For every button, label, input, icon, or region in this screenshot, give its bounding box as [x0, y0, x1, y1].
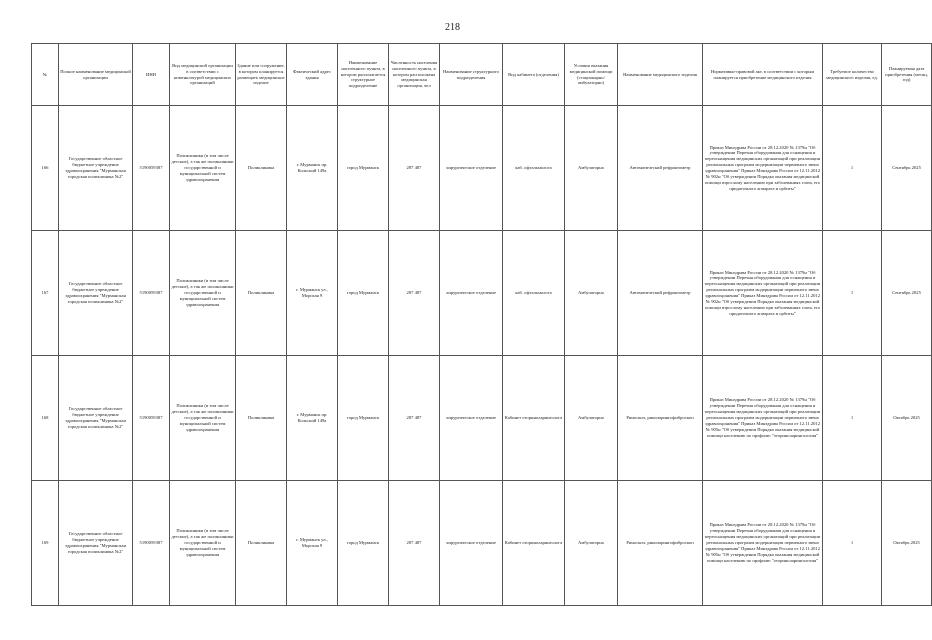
row-number: 169 — [32, 481, 59, 606]
column-header: Планируемая дата приобретения (месяц, год) — [882, 44, 932, 106]
care-conditions: Амбулаторно — [565, 356, 618, 481]
structural-unit: хирургическое отделение — [440, 356, 503, 481]
population: 287 487 — [389, 106, 440, 231]
legal-act: Приказ Минздрава России от 28.12.2020 № 1379н "Об утверждении Перечня оборудования для оснащения и переоснащения медицинских организаций при реализации региональных программ модернизации первичного звена здравоохранения" Приказ Минздрава России от 12.11.2012 № 905н "Об утверждении Порядка оказания медицинской помощи населению по профилю "оториноларингология" — [703, 356, 823, 481]
row-number: 167 — [32, 231, 59, 356]
organization-type: Поликлиники (в том числе детские), а так же поликлиники государственной и муниципальной систем здравоохранения — [170, 106, 236, 231]
column-header: № — [32, 44, 59, 106]
inn: 5190059387 — [133, 481, 170, 606]
page-number: 218 — [445, 22, 460, 33]
device-name: Автоматический рефрактометр — [618, 231, 703, 356]
inn: 5190059387 — [133, 106, 170, 231]
building: Поликлиника — [236, 481, 287, 606]
planned-date: Октябрь 2025 — [882, 356, 932, 481]
structural-unit: хирургическое отделение — [440, 231, 503, 356]
care-conditions: Амбулаторно — [565, 106, 618, 231]
cabinet-type: Кабинет оториноларинголога — [503, 481, 565, 606]
organization-type: Поликлиники (в том числе детские), а так же поликлиники государственной и муниципальной систем здравоохранения — [170, 356, 236, 481]
column-header: Наименование структурного подразделения — [440, 44, 503, 106]
column-header: Наименование населенного пункта, в котором располагается структурное подразделение — [338, 44, 389, 106]
population: 287 487 — [389, 231, 440, 356]
care-conditions: Амбулаторно — [565, 481, 618, 606]
organization-name: Государственное областное бюджетное учреждение здравоохранения "Мурманская городская поликлиника №2" — [59, 481, 133, 606]
cabinet-type: каб. офтальмолога — [503, 106, 565, 231]
organization-type: Поликлиники (в том числе детские), а так же поликлиники государственной и муниципальной систем здравоохранения — [170, 231, 236, 356]
locality: город Мурманск — [338, 356, 389, 481]
device-name: Автоматический рефрактометр — [618, 106, 703, 231]
population: 287 487 — [389, 481, 440, 606]
building: Поликлиника — [236, 356, 287, 481]
device-name: Риноскоп, риноларингофиброскоп — [618, 356, 703, 481]
table-row — [32, 106, 932, 231]
planned-date: Сентябрь 2025 — [882, 231, 932, 356]
column-header: Численность населения населенного пункта, в котором расположена медицинская организация, чел — [389, 44, 440, 106]
equipment-registry-table — [31, 43, 932, 606]
column-header: Полное наименование медицинской организации — [59, 44, 133, 106]
cabinet-type: каб. офтальмолога — [503, 231, 565, 356]
address: г. Мурманск пр. Кольский 149а — [287, 106, 338, 231]
table-header-row — [32, 44, 932, 106]
locality: город Мурманск — [338, 231, 389, 356]
column-header: Наименование медицинского изделия — [618, 44, 703, 106]
population: 287 487 — [389, 356, 440, 481]
locality: город Мурманск — [338, 106, 389, 231]
row-number: 166 — [32, 106, 59, 231]
inn: 5190059387 — [133, 356, 170, 481]
building: Поликлиника — [236, 231, 287, 356]
address: г. Мурманск ул., Морская 9 — [287, 481, 338, 606]
column-header: ИНН — [133, 44, 170, 106]
row-number: 168 — [32, 356, 59, 481]
column-header: Вид кабинета (отделения) — [503, 44, 565, 106]
legal-act: Приказ Минздрава России от 28.12.2020 № 1379н "Об утверждении Перечня оборудования для оснащения и переоснащения медицинских организаций при реализации региональных программ модернизации первичного звена здравоохранения" Приказ Минздрава России от 12.11.2012 № 902н "Об утверждении Порядка оказания медицинской помощи взрослому населению при заболеваниях глаза, его придаточного аппарата и орбиты" — [703, 106, 823, 231]
cabinet-type: Кабинет оториноларинголога — [503, 356, 565, 481]
legal-act: Приказ Минздрава России от 28.12.2020 № 1379н "Об утверждении Перечня оборудования для оснащения и переоснащения медицинских организаций при реализации региональных программ модернизации первичного звена здравоохранения" Приказ Минздрава России от 12.11.2012 № 902н "Об утверждении Порядка оказания медицинской помощи взрослому населению при заболеваниях глаза, его придаточного аппарата и орбиты" — [703, 231, 823, 356]
address: г. Мурманск ул., Морская 9 — [287, 231, 338, 356]
quantity: 1 — [823, 481, 882, 606]
column-header: Фактический адрес здания — [287, 44, 338, 106]
structural-unit: хирургическое отделение — [440, 106, 503, 231]
legal-act: Приказ Минздрава России от 28.12.2020 № 1379н "Об утверждении Перечня оборудования для оснащения и переоснащения медицинских организаций при реализации региональных программ модернизации первичного звена здравоохранения" Приказ Минздрава России от 12.11.2012 № 905н "Об утверждении Порядка оказания медицинской помощи населению по профилю "оториноларингология" — [703, 481, 823, 606]
address: г. Мурманск пр. Кольский 149а — [287, 356, 338, 481]
organization-name: Государственное областное бюджетное учреждение здравоохранения "Мурманская городская поликлиника №2" — [59, 356, 133, 481]
table-row — [32, 481, 932, 606]
organization-name: Государственное областное бюджетное учреждение здравоохранения "Мурманская городская поликлиника №2" — [59, 231, 133, 356]
organization-type: Поликлиники (в том числе детские), а так же поликлиники государственной и муниципальной систем здравоохранения — [170, 481, 236, 606]
organization-name: Государственное областное бюджетное учреждение здравоохранения "Мурманская городская поликлиника №2" — [59, 106, 133, 231]
column-header: Нормативно-правовой акт, в соответствии с которым планируется приобретение медицинского изделия — [703, 44, 823, 106]
column-header: Условия оказания медицинской помощи (стационарно/амбулаторно) — [565, 44, 618, 106]
structural-unit: хирургическое отделение — [440, 481, 503, 606]
table-row — [32, 356, 932, 481]
care-conditions: Амбулаторно — [565, 231, 618, 356]
inn: 5190059387 — [133, 231, 170, 356]
planned-date: Сентябрь 2025 — [882, 106, 932, 231]
column-header: Требуемое количество медицинского изделия, ед. — [823, 44, 882, 106]
quantity: 1 — [823, 356, 882, 481]
device-name: Риноскоп, риноларингофиброскоп — [618, 481, 703, 606]
planned-date: Октябрь 2025 — [882, 481, 932, 606]
column-header: Здание или сооружение, в котором планируется размещать медицинское изделие — [236, 44, 287, 106]
locality: город Мурманск — [338, 481, 389, 606]
quantity: 1 — [823, 106, 882, 231]
quantity: 1 — [823, 231, 882, 356]
building: Поликлиника — [236, 106, 287, 231]
column-header: Вид медицинской организации в соответствии с номенклатурой медицинских организаций — [170, 44, 236, 106]
table-row — [32, 231, 932, 356]
